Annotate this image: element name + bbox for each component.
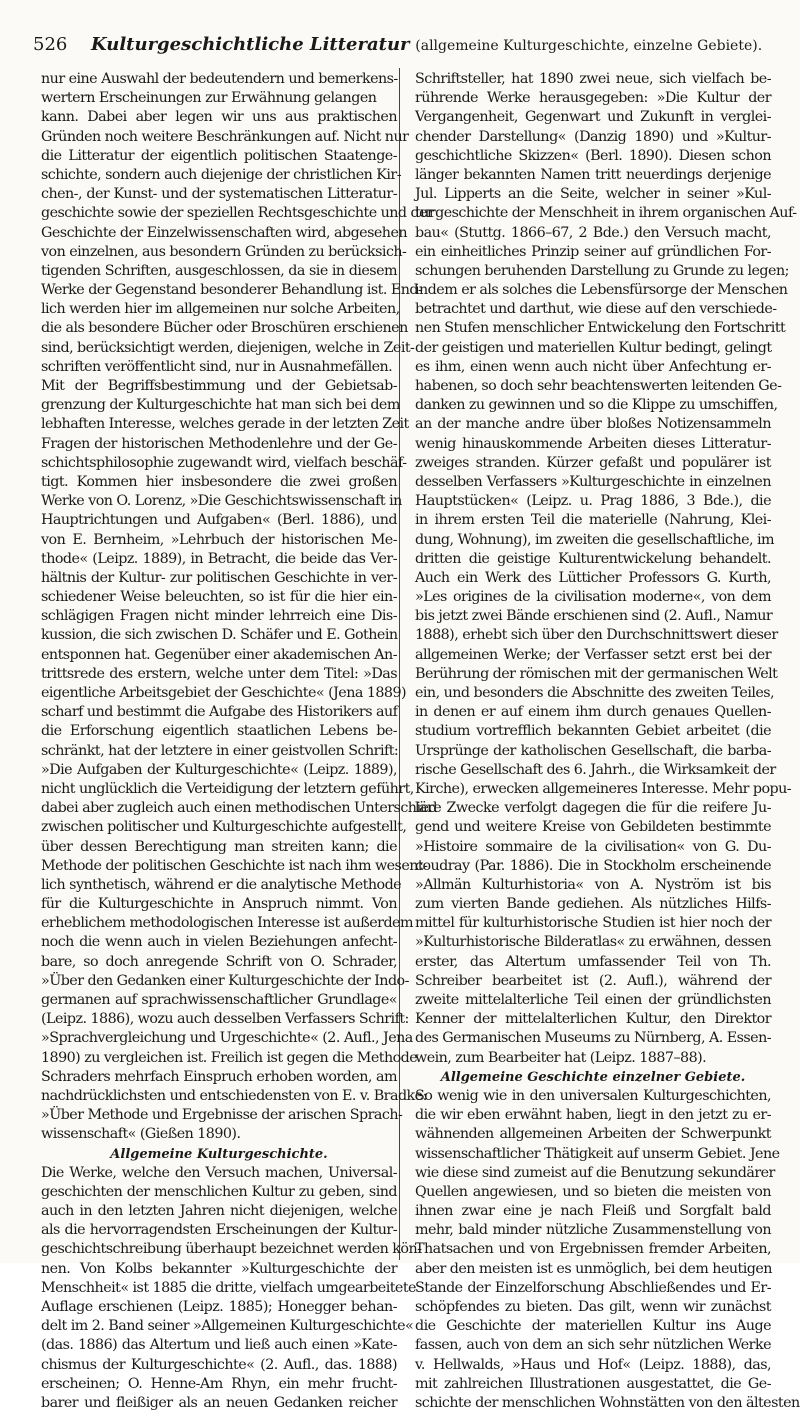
text-line: scharf und bestimmt die Aufgabe des Historikers auf <box>41 704 398 721</box>
text-line: die Litteratur der eigentlich politischen Staatenge- <box>41 147 397 164</box>
text-line: zwischen politischer und Kulturgeschichte aufgestellt, <box>41 819 407 836</box>
text-line: Quellen angewiesen, und so bieten die meisten von <box>415 1183 771 1200</box>
text-line: bis jetzt zwei Bände erschienen sind (2. Aufl., Namur <box>415 608 773 625</box>
text-line: Methode der politischen Geschichte ist nach ihm wesent- <box>41 857 428 874</box>
text-line: Berührung der römischen mit der germanischen Welt <box>415 665 778 682</box>
text-line: fassen, auch von dem an sich sehr nützlichen Werke <box>415 1337 771 1354</box>
text-line: geschichtliche Skizzen« (Berl. 1890). Diesen schon <box>415 147 771 164</box>
text-line: nen Stufen menschlicher Entwickelung den Fortschritt <box>415 320 786 337</box>
text-line: zweiges stranden. Kürzer gefaßt und populärer ist <box>415 454 771 471</box>
text-line: (das. 1886) das Altertum und ließ auch einen »Kate- <box>41 1337 397 1354</box>
text-line: tigt. Kommen hier insbesondere die zwei großen <box>41 473 397 490</box>
text-line: hältnis der Kultur- zur politischen Geschichte in ver- <box>41 569 397 586</box>
text-line: turgeschichte der Menschheit in ihrem organischen Auf- <box>415 205 797 222</box>
text-line: Kirche), erwecken allgemeineres Interesse. Mehr popu- <box>415 780 792 797</box>
text-line: die Erforschung eigentlich staatlichen Lebens be- <box>41 723 397 740</box>
text-line: desselben Verfassers »Kulturgeschichte in einzelnen <box>415 473 771 490</box>
text-line: ihnen zwar eine je nach Fleiß und Sorgfalt bald <box>415 1203 771 1220</box>
text-line: läre Zwecke verfolgt dagegen die für die reifere Ju- <box>415 800 771 817</box>
text-line: entsponnen hat. Gegenüber einer akademischen An- <box>41 646 397 663</box>
text-line: schriften veröffentlicht sind, nur in Ausnahmefällen. <box>41 358 393 375</box>
text-line: wenig hinauskommende Arbeiten dieses Litteratur- <box>415 435 771 452</box>
text-line: die wir eben erwähnt haben, liegt in den jetzt zu er- <box>415 1107 771 1124</box>
text-line: barer und fleißiger als an neuen Gedanken reicher <box>41 1394 397 1411</box>
right-column <box>415 70 800 1413</box>
text-line: chismus der Kulturgeschichte« (2. Aufl., das. 1888) <box>41 1356 397 1373</box>
text-line: Mit der Begriffsbestimmung und der Gebietsab- <box>41 378 397 394</box>
text-line: wissenschaftlicher Thätigkeit auf unserm Gebiet. Jene <box>415 1145 780 1162</box>
text-line: bau« (Stuttg. 1866–67, 2 Bde.) den Versuch macht, <box>415 224 771 241</box>
text-line: Hauptstücken« (Leipz. u. Prag 1886, 3 Bde.), die <box>415 493 771 510</box>
text-line: lich werden hier im allgemeinen nur solche Arbeiten, <box>41 301 400 318</box>
text-line: erheblichem methodologischen Interesse ist außerdem <box>41 915 413 932</box>
section-heading: Allgemeine Geschichte einzelner Gebiete. <box>440 1069 746 1085</box>
text-line: für die Kulturgeschichte in Anspruch nimmt. Von <box>41 896 397 913</box>
text-line: Stande der Einzelforschung Abschließendes und Er- <box>415 1279 771 1296</box>
text-line: Geschichte der Einzelwissenschaften wird, abgesehen <box>41 224 408 241</box>
text-line: Werke der Gegenstand besonderer Behandlung ist. End- <box>41 282 423 299</box>
text-line: eigentliche Arbeitsgebiet der Geschichte« (Jena 1889) <box>41 685 407 701</box>
text-line: die als besondere Bücher oder Broschüren erschienen <box>41 320 408 337</box>
text-line: schränkt, hat der letztere in einer geistvollen Schrift: <box>41 742 399 759</box>
text-line: kussion, die sich zwischen D. Schäfer und E. Gothein <box>41 627 398 644</box>
text-line: Die Werke, welche den Versuch machen, Universal- <box>41 1164 397 1181</box>
text-line: Schriftsteller, hat 1890 zwei neue, sich vielfach be- <box>415 71 771 87</box>
text-line: v. Hellwalds, »Haus und Hof« (Leipz. 1888), das, <box>415 1356 771 1373</box>
text-line: des Germanischen Museums zu Nürnberg, A. Essen- <box>415 1030 772 1047</box>
text-line: Thatsachen und von Ergebnissen fremder Arbeiten, <box>415 1241 771 1258</box>
text-line: »Allmän Kulturhistoria« von A. Nyström ist bis <box>415 876 771 893</box>
text-line: »Über Methode und Ergebnisse der arischen Sprach- <box>41 1107 403 1124</box>
text-line: ein einheitliches Prinzip seiner auf gründlichen For- <box>415 243 771 260</box>
text-line: indem er als solches die Lebensfürsorge der Menschen <box>415 282 788 299</box>
left-column <box>41 70 437 1413</box>
text-line: erster, das Altertum umfassender Teil von Th. <box>415 953 771 970</box>
text-line: Kenner der mittelalterlichen Kultur, den Direktor <box>415 1011 771 1028</box>
text-line: wein, zum Bearbeiter hat (Leipz. 1887–88). <box>415 1049 707 1066</box>
text-line: in denen er auf einem ihm durch genaues Quellen- <box>415 704 771 721</box>
text-line: wie diese sind zumeist auf die Benutzung sekundärer <box>415 1164 775 1181</box>
text-line: geschichtschreibung überhaupt bezeichnet werden kön- <box>41 1241 422 1258</box>
text-line: mittel für kulturhistorische Studien ist hier noch der <box>415 915 771 932</box>
page-header <box>33 30 783 60</box>
text-line: »Sprachvergleichung und Urgeschichte« (2. Aufl., Jena <box>41 1030 413 1047</box>
running-title: Kulturgeschichtliche Litteratur <box>91 34 410 55</box>
text-line: wähnenden allgemeinen Arbeiten der Schwerpunkt <box>415 1126 771 1143</box>
text-line: 1890) zu vergleichen ist. Freilich ist gegen die Methode <box>41 1049 418 1066</box>
text-line: schichte der menschlichen Wohnstätten von den ältesten <box>415 1394 800 1411</box>
text-line: lich synthetisch, während er die analytische Methode <box>41 876 402 893</box>
text-line: wissenschaft« (Gießen 1890). <box>41 1126 241 1143</box>
text-line: »Les origines de la civilisation moderne«, von dem <box>415 589 771 606</box>
text-line: gend und weitere Kreise von Gebildeten bestimmte <box>415 819 771 836</box>
text-line: nachdrücklichsten und entschiedensten von E. v. Bradke: <box>41 1087 427 1104</box>
text-line: mit zahlreichen Illustrationen ausgestattet, die Ge- <box>415 1375 771 1392</box>
text-line: in ihrem ersten Teil die materielle (Nahrung, Klei- <box>415 512 771 529</box>
text-line: Schreiber bearbeitet ist (2. Aufl.), während der <box>415 972 771 989</box>
text-line: 1888), erhebt sich über den Durchschnittswert dieser <box>415 627 778 644</box>
text-line: chen-, der Kunst- und der systematischen Litteratur- <box>41 186 397 203</box>
text-line: sind, berücksichtigt werden, diejenigen, welche in Zeit- <box>41 339 415 356</box>
text-line: thode« (Leipz. 1889), in Betracht, die beide das Ver- <box>41 550 397 567</box>
text-line: auch in den letzten Jahren nicht diejenigen, welche <box>41 1203 397 1220</box>
text-line: »Die Aufgaben der Kulturgeschichte« (Leipz. 1889), <box>41 761 397 778</box>
text-line: geschichte sowie der speziellen Rechtsgeschichte und der <box>41 205 434 222</box>
page-number: 526 <box>33 34 68 55</box>
text-line: nicht unglücklich die Verteidigung der letztern geführt, <box>41 780 414 797</box>
text-line: Fragen der historischen Methodenlehre und der Ge- <box>41 435 397 452</box>
text-line: Auflage erschienen (Leipz. 1885); Honegger behan- <box>41 1299 397 1315</box>
text-line: ein, und besonders die Abschnitte des zweiten Teiles, <box>415 685 775 701</box>
text-line: die Geschichte der materiellen Kultur ins Auge <box>415 1318 771 1335</box>
text-line: grenzung der Kulturgeschichte hat man sich bei dem <box>41 397 400 414</box>
text-line: dritten die geistige Kulturentwickelung behandelt. <box>415 550 771 567</box>
text-line: Menschheit« ist 1885 die dritte, vielfach umgearbeitete <box>41 1279 416 1296</box>
text-line: erscheinen; O. Henne-Am Rhyn, ein mehr frucht- <box>41 1375 397 1392</box>
text-line: mehr, bald minder nützliche Zusammenstellung von <box>415 1222 771 1239</box>
text-line: »Über den Gedanken einer Kulturgeschichte der Indo- <box>41 972 409 989</box>
text-line: schiedener Weise beleuchten, so ist für die hier ein- <box>41 589 397 606</box>
text-line: Schraders mehrfach Einspruch erhoben worden, am <box>41 1068 397 1085</box>
text-line: noch die wenn auch in vielen Beziehungen anfecht- <box>41 934 397 951</box>
text-line: schlägigen Fragen nicht minder lehrreich eine Dis- <box>41 608 397 625</box>
text-line: wertern Erscheinungen zur Erwähnung gelangen <box>41 90 377 107</box>
text-line: zum vierten Bande gediehen. Als nützliches Hilfs- <box>415 896 771 913</box>
text-line: germanen auf sprachwissenschaftlicher Grundlage« <box>41 992 397 1008</box>
text-line: tigenden Schriften, ausgeschlossen, da sie in diesem <box>41 262 397 279</box>
text-line: an der manche andre über bloßes Notizensammeln <box>415 416 771 433</box>
text-line: chender Darstellung« (Danzig 1890) und »Kultur- <box>415 128 771 145</box>
text-line: rührende Werke herausgegeben: »Die Kultur der <box>415 90 771 107</box>
text-line: Ursprünge der katholischen Gesellschaft, die barba- <box>415 742 771 759</box>
text-line: danken zu gewinnen und so die Klippe zu umschiffen, <box>415 397 778 414</box>
text-line: delt im 2. Band seiner »Allgemeinen Kulturgeschichte« <box>41 1318 414 1335</box>
text-line: (Leipz. 1886), wozu auch desselben Verfassers Schrift: <box>41 1011 409 1028</box>
text-line: dung, Wohnung), im zweiten die gesellschaftliche, im <box>415 531 775 548</box>
text-line: länger bekannten Namen tritt neuerdings derjenige <box>415 166 771 183</box>
text-line: bare, so doch anregende Schrift von O. Schrader, <box>41 953 397 970</box>
text-line: Vergangenheit, Gegenwart und Zukunft in verglei- <box>415 109 771 126</box>
text-line: Auch ein Werk des Lütticher Professors G. Kurth, <box>415 569 771 586</box>
text-line: rische Gesellschaft des 6. Jahrh., die Wirksamkeit der <box>415 761 776 778</box>
text-line: nur eine Auswahl der bedeutendern und bemerkens- <box>41 71 398 87</box>
text-line: geschichten der menschlichen Kultur zu geben, sind <box>41 1183 397 1200</box>
section-heading: Allgemeine Kulturgeschichte. <box>110 1146 328 1162</box>
text-line: coudray (Par. 1886). Die in Stockholm erscheinende <box>415 857 771 874</box>
text-line: als die hervorragendsten Erscheinungen der Kultur- <box>41 1222 397 1239</box>
text-line: habenen, so doch sehr beachtenswerten leitenden Ge- <box>415 378 782 394</box>
text-line: aber den meisten ist es unmöglich, bei dem heutigen <box>415 1260 772 1277</box>
text-line: Hauptrichtungen und Aufgaben« (Berl. 1886), und <box>41 512 397 529</box>
text-line: »Kulturhistorische Bilderatlas« zu erwähnen, dessen <box>415 934 771 951</box>
text-line: schichtsphilosophie zugewandt wird, vielfach beschäf- <box>41 454 407 471</box>
text-line: Jul. Lipperts an die Seite, welcher in seiner »Kul- <box>415 186 771 203</box>
text-line: über dessen Berechtigung man streiten kann; die <box>41 838 397 855</box>
text-line: Werke von O. Lorenz, »Die Geschichtswissenschaft in <box>41 493 402 510</box>
text-line: von E. Bernheim, »Lehrbuch der historischen Me- <box>41 531 397 548</box>
text-line: es ihm, einen wenn auch nicht über Anfechtung er- <box>415 358 771 375</box>
text-line: studium vortrefflich bekannten Gebiet arbeitet (die <box>415 723 771 740</box>
text-line: kann. Dabei aber legen wir uns aus praktischen <box>41 109 397 126</box>
text-line: Gründen noch weitere Beschränkungen auf. Nicht nur <box>41 128 409 145</box>
text-line: schungen beruhenden Darstellung zu Grunde zu legen; <box>415 262 789 279</box>
text-line: von einzelnen, aus besondern Gründen zu berücksich- <box>41 243 407 260</box>
text-line: betrachtet und darthut, wie diese auf den verschiede- <box>415 301 777 318</box>
text-line: lebhaften Interesse, welches gerade in der letzten Zeit <box>41 416 409 433</box>
running-subtitle: (allgemeine Kulturgeschichte, einzelne Gebiete). <box>415 38 763 54</box>
text-line: allgemeinen Werke; der Verfasser setzt erst bei der <box>415 646 771 663</box>
text-line: nen. Von Kolbs bekannter »Kulturgeschichte der <box>41 1260 397 1277</box>
text-line: der geistigen und materiellen Kultur bedingt, gelingt <box>415 339 772 356</box>
text-line: »Histoire sommaire de la civilisation« von G. Du- <box>415 838 771 855</box>
text-line: dabei aber zugleich auch einen methodischen Unterschied <box>41 800 437 817</box>
text-line: So wenig wie in den universalen Kulturgeschichten, <box>415 1087 771 1104</box>
text-line: zweite mittelalterliche Teil einen der gründlichsten <box>415 992 771 1008</box>
text-line: schichte, sondern auch diejenige der christlichen Kir- <box>41 166 401 183</box>
text-line: schöpfendes zu bieten. Das gilt, wenn wir zunächst <box>415 1299 771 1315</box>
text-line: trittsrede des erstern, welche unter dem Titel: »Das <box>41 665 397 682</box>
